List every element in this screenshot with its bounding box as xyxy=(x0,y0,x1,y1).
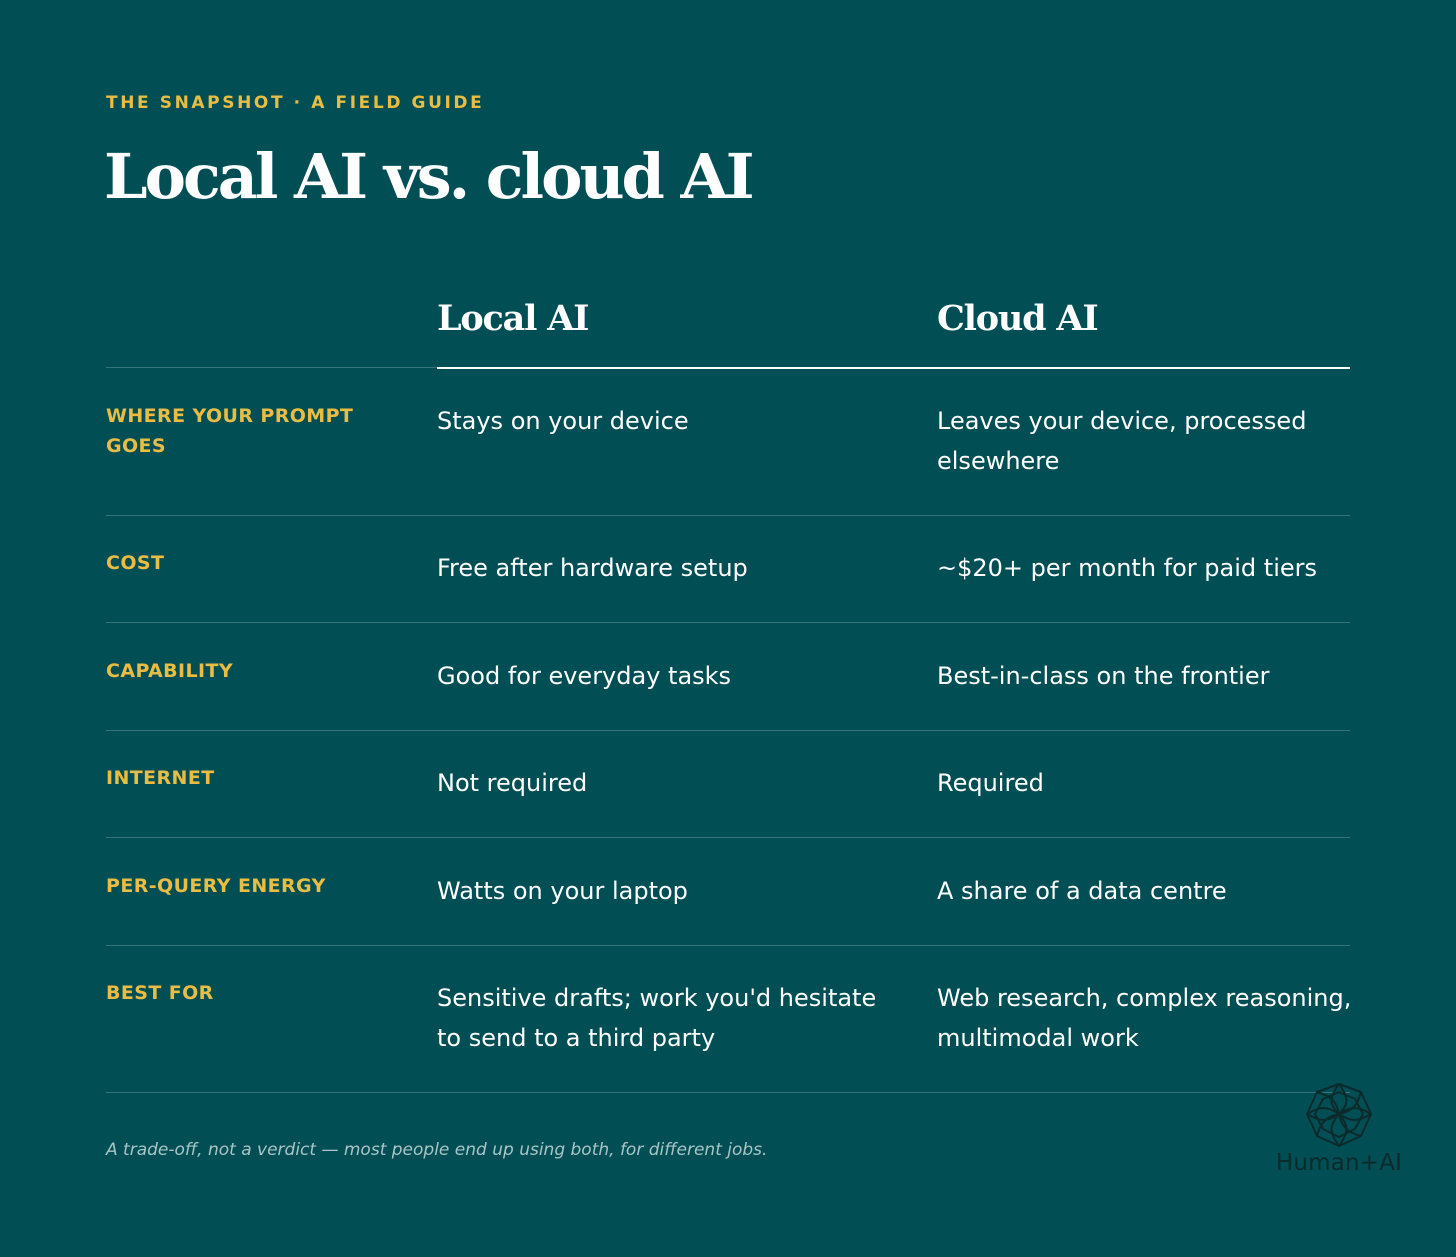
cell-cloud-cost: ~$20+ per month for paid tiers xyxy=(937,554,1317,582)
geometric-knot-logo-icon xyxy=(1305,1082,1373,1148)
row-label-energy: PER-QUERY ENERGY xyxy=(106,875,326,897)
cell-cloud-capability: Best-in-class on the frontier xyxy=(937,662,1270,690)
cell-cloud-best-for: Web research, complex reasoning, multimodal work xyxy=(937,984,1352,1052)
row-divider xyxy=(106,837,1350,838)
row-label-cost: COST xyxy=(106,552,165,574)
row-divider xyxy=(106,515,1350,516)
brand-logo xyxy=(1266,1082,1412,1176)
cell-cloud-energy: A share of a data centre xyxy=(937,877,1227,905)
header-divider xyxy=(437,367,1350,369)
eyebrow: THE SNAPSHOT · A FIELD GUIDE xyxy=(106,93,485,113)
row-divider xyxy=(106,1092,1350,1093)
row-label-capability: CAPABILITY xyxy=(106,660,233,682)
column-header-local: Local AI xyxy=(437,298,589,339)
column-header-cloud: Cloud AI xyxy=(937,298,1098,339)
row-divider xyxy=(106,730,1350,731)
footnote: A trade-off, not a verdict — most people end up using both, for different jobs. xyxy=(106,1140,768,1160)
row-divider xyxy=(106,945,1350,946)
logo-text: Human+AI xyxy=(1275,1150,1403,1176)
cell-cloud-internet: Required xyxy=(937,769,1044,797)
cell-local-cost: Free after hardware setup xyxy=(437,554,748,582)
row-label-internet: INTERNET xyxy=(106,767,215,789)
cell-local-internet: Not required xyxy=(437,769,588,797)
cell-cloud-prompt: Leaves your device, processed elsewhere xyxy=(937,407,1307,475)
cell-local-capability: Good for everyday tasks xyxy=(437,662,732,690)
cell-local-best-for: Sensitive drafts; work you'd hesitate to send to a third party xyxy=(437,984,877,1052)
page-title: Local AI vs. cloud AI xyxy=(104,140,752,213)
cell-local-prompt: Stays on your device xyxy=(437,407,689,435)
row-label-best-for: BEST FOR xyxy=(106,982,214,1004)
row-divider xyxy=(106,622,1350,623)
header-divider-left xyxy=(106,367,437,368)
cell-local-energy: Watts on your laptop xyxy=(437,877,688,905)
row-label-prompt: WHERE YOUR PROMPT GOES xyxy=(106,405,354,457)
